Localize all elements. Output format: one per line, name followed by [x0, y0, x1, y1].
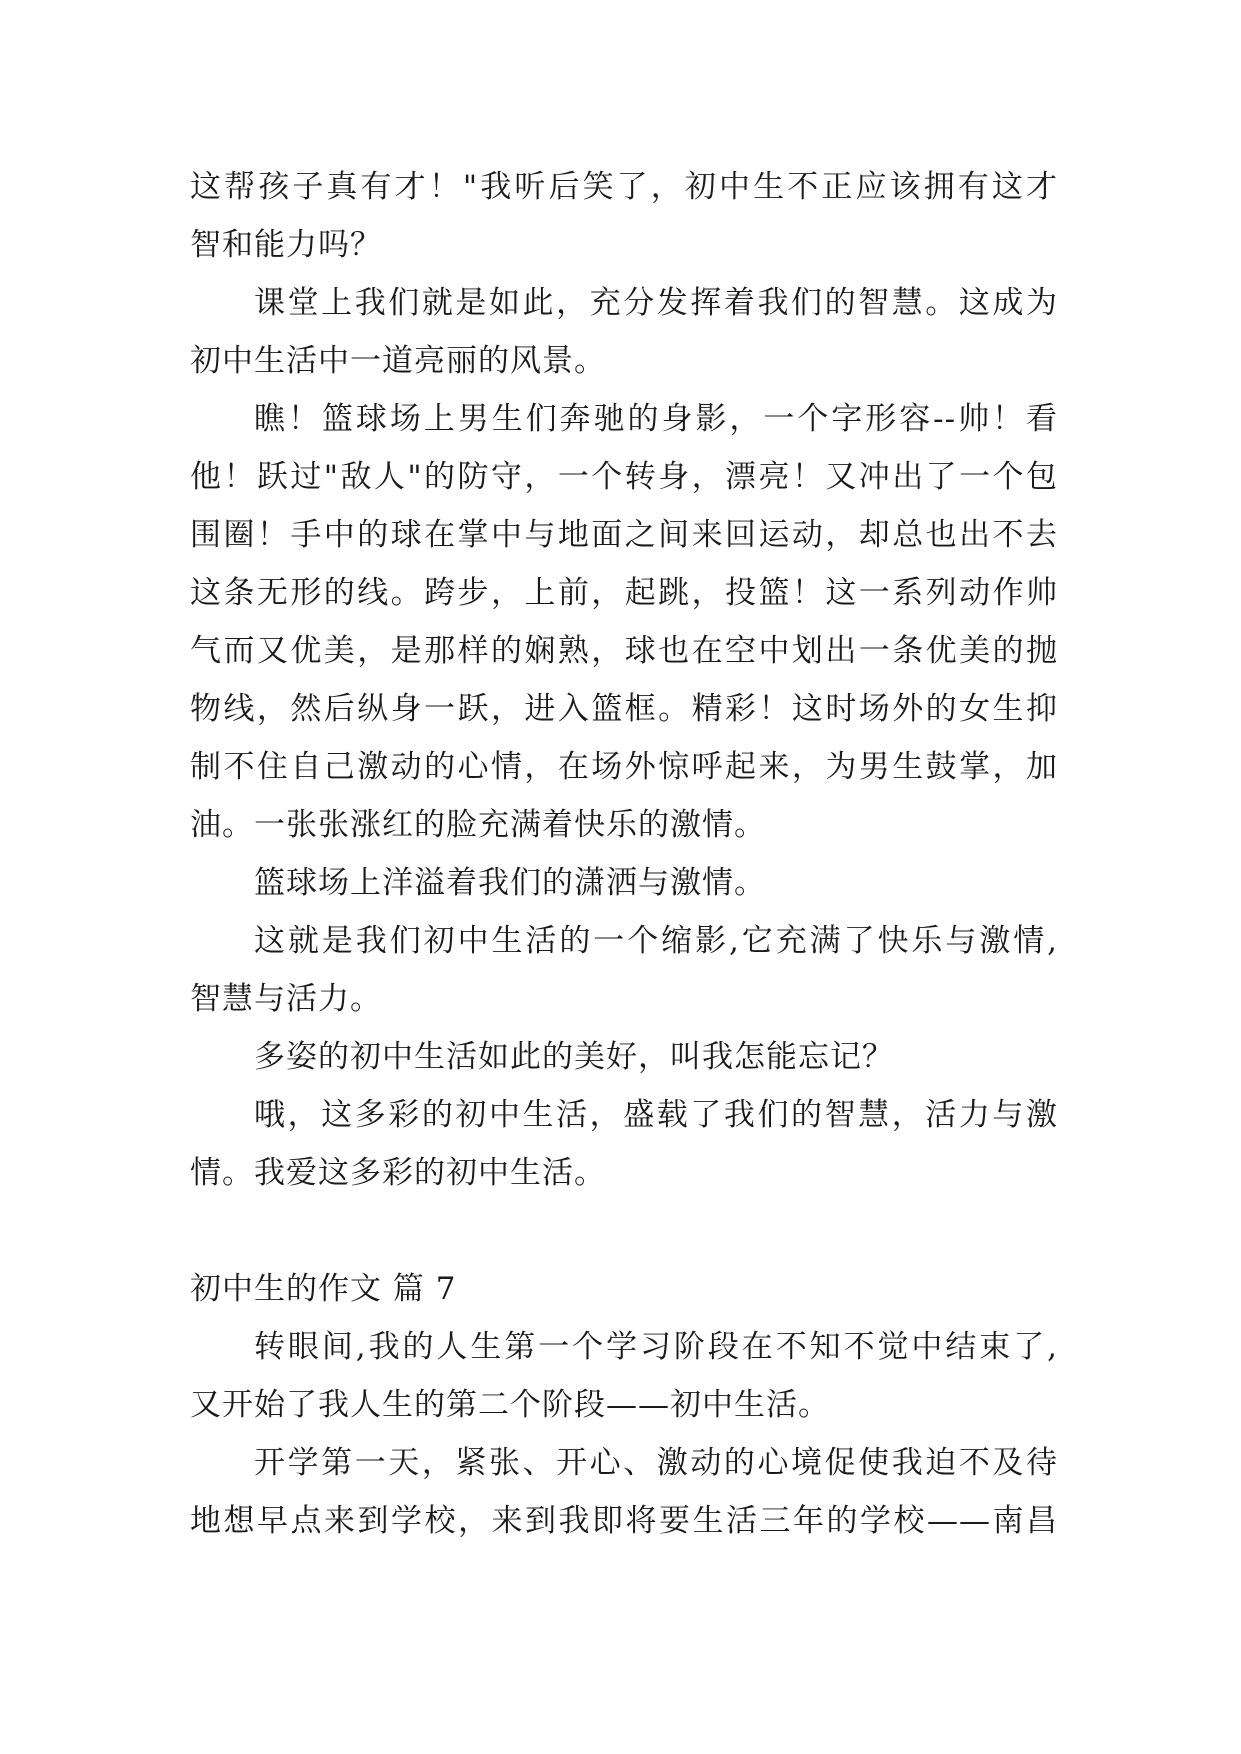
text-line: 智慧与活力。 [190, 981, 382, 1017]
paragraph [190, 1318, 1058, 1434]
text-line: 哦，这多彩的初中生活，盛载了我们的智慧，活力与激 [254, 1097, 1058, 1133]
text-line: 地想早点来到学校，来到我即将要生活三年的学校——南昌 [190, 1503, 1058, 1539]
paragraph [190, 1434, 1058, 1550]
text-line: 油。一张张涨红的脸充满着快乐的激情。 [190, 807, 766, 843]
paragraph [190, 390, 1058, 854]
text-line: 课堂上我们就是如此，充分发挥着我们的智慧。这成为 [254, 285, 1058, 321]
text-line: 围圈！手中的球在掌中与地面之间来回运动，却总也出不去 [190, 517, 1058, 553]
text-line: 气而又优美，是那样的娴熟，球也在空中划出一条优美的抛 [190, 633, 1058, 669]
paragraph [190, 1086, 1058, 1202]
text-line: 智和能力吗？ [190, 227, 382, 263]
text-line: 这帮孩子真有才！"我听后笑了，初中生不正应该拥有这才 [190, 169, 1058, 205]
paragraph [190, 912, 1058, 1028]
text-line: 初中生活中一道亮丽的风景。 [190, 343, 606, 379]
text-line: 这条无形的线。跨步，上前，起跳，投篮！这一系列动作帅 [190, 575, 1058, 611]
text-line: 他！跃过"敌人"的防守，一个转身，漂亮！又冲出了一个包 [190, 459, 1058, 495]
text-line: 制不住自己激动的心情，在场外惊呼起来，为男生鼓掌，加 [190, 749, 1058, 785]
text-line: 篮球场上洋溢着我们的潇洒与激情。 [254, 865, 766, 901]
paragraph [190, 854, 1058, 912]
section-heading: 初中生的作文 篇 7 [190, 1271, 457, 1307]
text-line: 转眼间,我的人生第一个学习阶段在不知不觉中结束了, [254, 1329, 1058, 1365]
text-line: 这就是我们初中生活的一个缩影,它充满了快乐与激情, [254, 923, 1058, 959]
paragraph [190, 1028, 1058, 1086]
text-line: 又开始了我人生的第二个阶段——初中生活。 [190, 1387, 830, 1423]
text-line: 瞧！篮球场上男生们奔驰的身影，一个字形容--帅！看 [254, 401, 1058, 437]
document-page [190, 158, 1058, 1550]
text-line: 情。我爱这多彩的初中生活。 [190, 1155, 606, 1191]
text-line: 物线，然后纵身一跃，进入篮框。精彩！这时场外的女生抑 [190, 691, 1058, 727]
text-line: 开学第一天，紧张、开心、激动的心境促使我迫不及待 [254, 1445, 1058, 1481]
paragraph [190, 158, 1058, 274]
section-gap [190, 1202, 1058, 1260]
paragraph [190, 274, 1058, 390]
text-line: 多姿的初中生活如此的美好，叫我怎能忘记？ [254, 1039, 894, 1075]
